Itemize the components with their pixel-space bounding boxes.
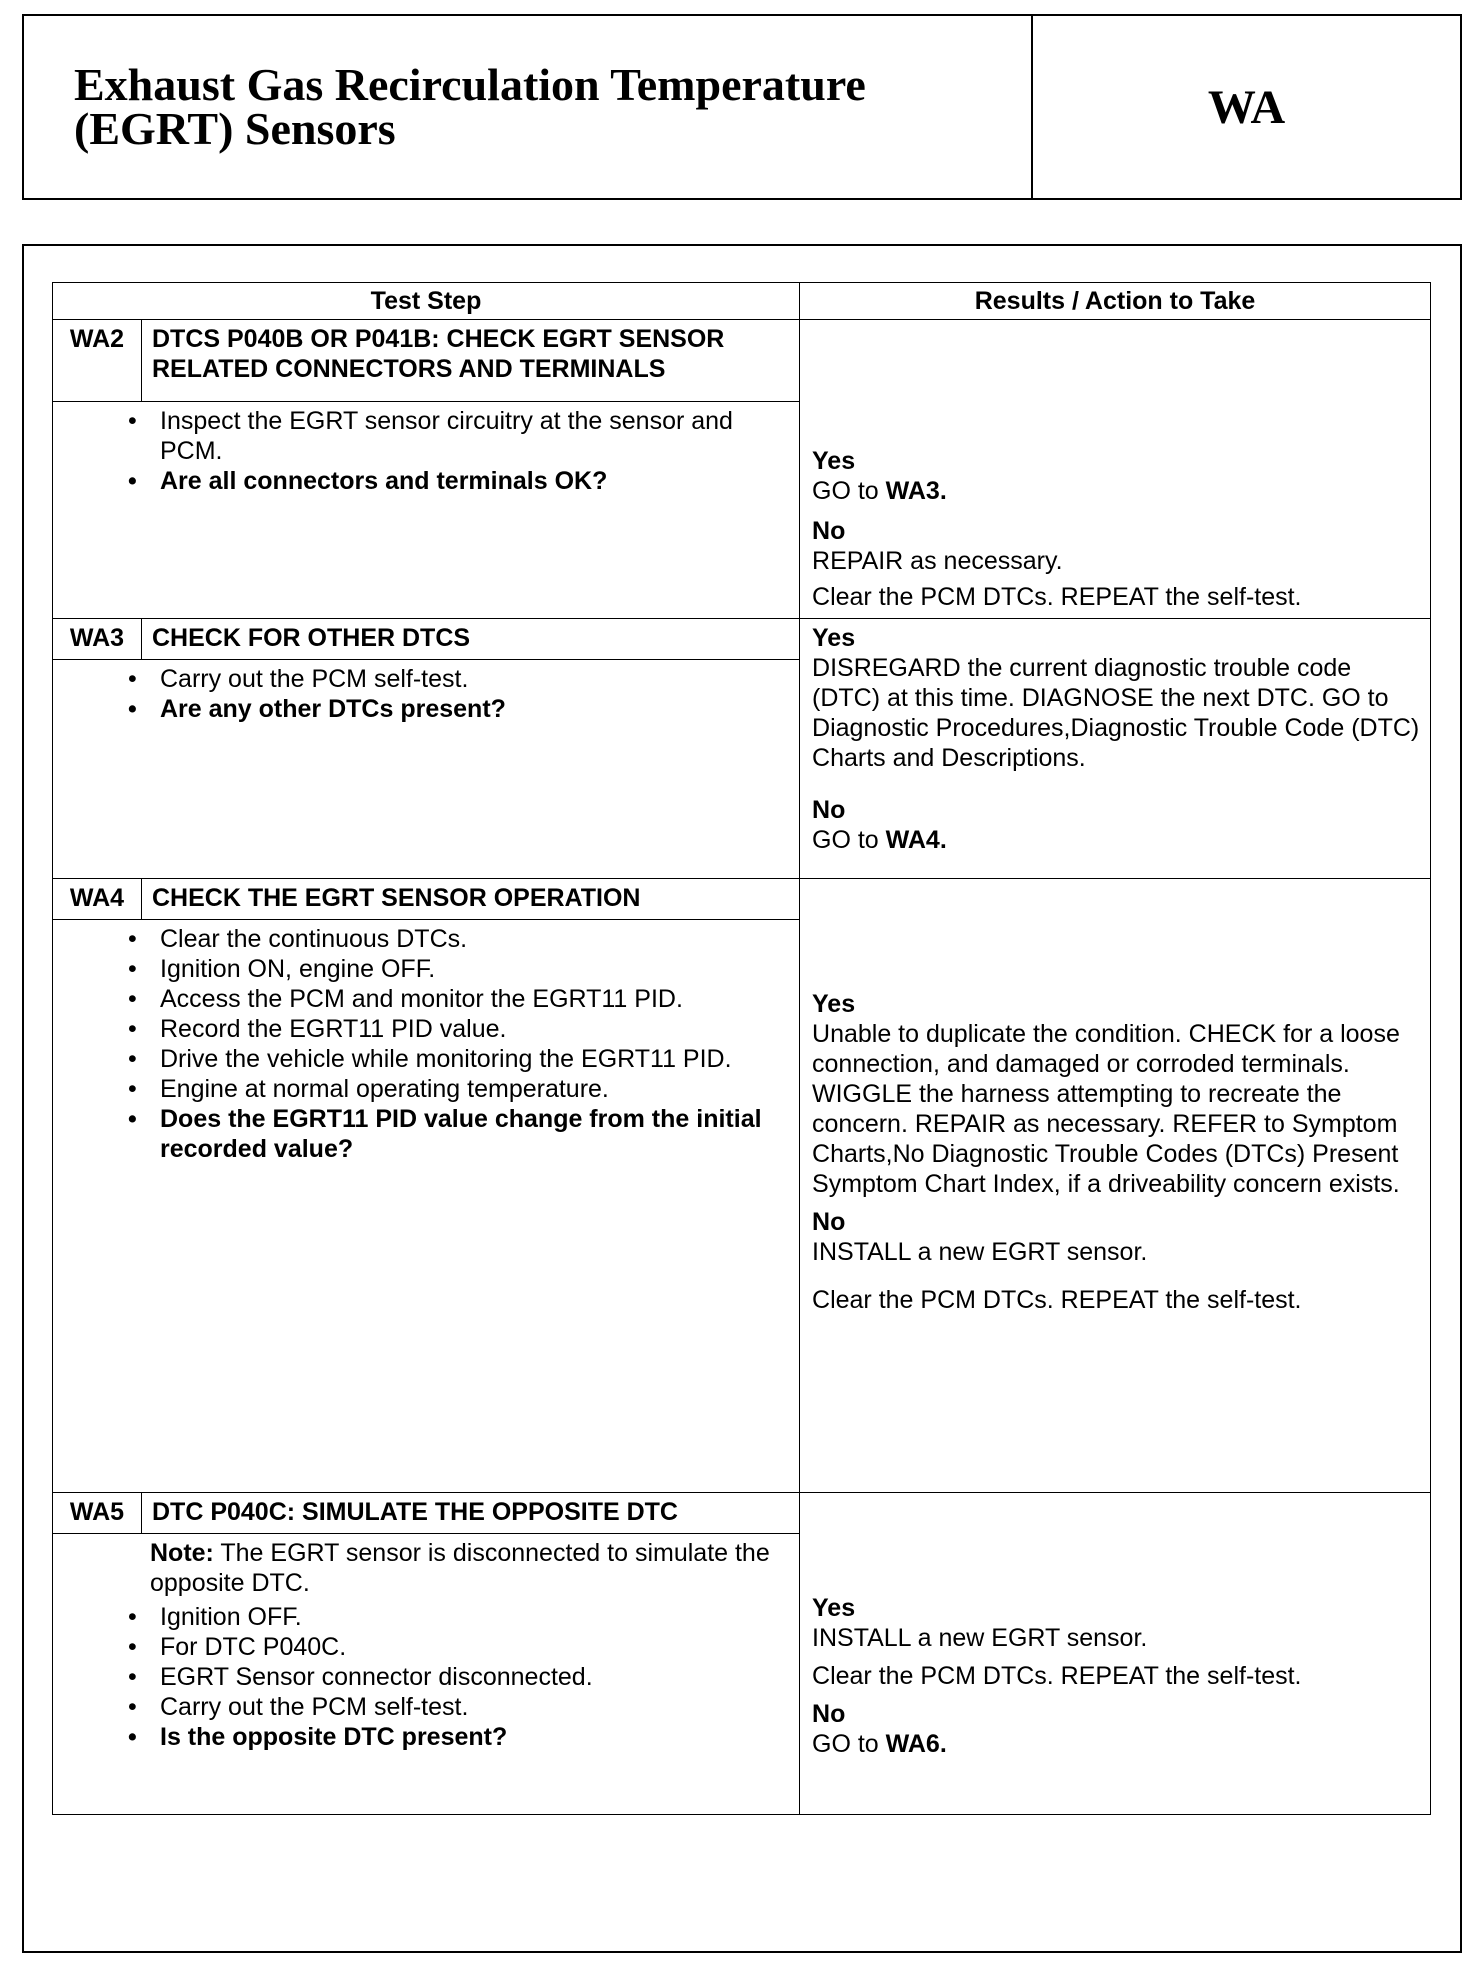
step-wa3-title-row <box>53 619 1431 660</box>
section-code: WA <box>1207 80 1286 134</box>
no-action: REPAIR as necessary. <box>812 547 1063 575</box>
col-header-results: Results / Action to Take <box>800 283 1431 320</box>
bullet-item: • Ignition OFF. <box>118 1602 791 1632</box>
bullet-item: • For DTC P040C. <box>118 1632 791 1662</box>
step-wa4-title-row <box>53 879 1431 920</box>
bullet-item: • Inspect the EGRT sensor circuitry at the sensor and PCM. <box>118 406 791 466</box>
step-id: WA4 <box>53 879 142 920</box>
no-action: INSTALL a new EGRT sensor. <box>812 1238 1148 1266</box>
test-step-table <box>52 282 1431 1815</box>
no-label: No <box>812 1208 846 1236</box>
title-panel <box>24 16 1033 198</box>
step-title: CHECK THE EGRT SENSOR OPERATION <box>142 879 800 920</box>
yes-action: INSTALL a new EGRT sensor. <box>812 1624 1148 1652</box>
yes-reference: WA3. <box>885 477 947 505</box>
note-label: Note: <box>150 1539 214 1567</box>
step-id: WA3 <box>53 619 142 660</box>
bullet-item: • Ignition ON, engine OFF. <box>118 954 791 984</box>
yes-action: DISREGARD the current diagnostic trouble code (DTC) at this time. DIAGNOSE the next DTC. GO to Diagnostic Procedures,Diagnostic Trouble Code (DTC) Charts and Descriptions. <box>812 654 1420 772</box>
bullet-item: • Clear the continuous DTCs. <box>118 924 791 954</box>
yes-action: Unable to duplicate the condition. CHECK for a loose connection, and damaged or corroded terminals. WIGGLE the harness attempting to recreate the concern. REPAIR as necessary. REFER to Symptom Charts,No Diagnostic Trouble Codes (DTCs) Present Symptom Chart Index, if a driveability concern exists. <box>812 1020 1400 1198</box>
step-wa4-results <box>800 879 1431 1493</box>
bullet-item: • Are any other DTCs present? <box>118 694 791 724</box>
no-action: GO to <box>812 826 886 854</box>
no-label: No <box>812 1700 846 1728</box>
bullet-item: • Is the opposite DTC present? <box>118 1722 791 1752</box>
step-wa2-title-row <box>53 320 1431 402</box>
bullet-item: • Access the PCM and monitor the EGRT11 PID. <box>118 984 791 1014</box>
bullet-item: • EGRT Sensor connector disconnected. <box>118 1662 791 1692</box>
yes-label: Yes <box>812 990 856 1018</box>
no-extra-action: Clear the PCM DTCs. REPEAT the self-test. <box>812 1286 1302 1314</box>
step-id: WA2 <box>53 320 142 402</box>
no-label: No <box>812 517 846 545</box>
yes-label: Yes <box>812 447 856 475</box>
bullet-item: • Does the EGRT11 PID value change from the initial recorded value? <box>118 1104 791 1164</box>
no-reference: WA4. <box>885 826 947 854</box>
title-box <box>22 14 1462 200</box>
yes-label: Yes <box>812 1594 856 1622</box>
bullet-item: • Record the EGRT11 PID value. <box>118 1014 791 1044</box>
step-title: DTCS P040B OR P041B: CHECK EGRT SENSOR RELATED CONNECTORS AND TERMINALS <box>142 320 800 402</box>
step-wa3-results <box>800 619 1431 879</box>
step-title: DTC P040C: SIMULATE THE OPPOSITE DTC <box>142 1493 800 1534</box>
bullet-item: • Carry out the PCM self-test. <box>118 1692 791 1722</box>
bullet-item: • Carry out the PCM self-test. <box>118 664 791 694</box>
col-header-test-step: Test Step <box>53 283 800 320</box>
bullet-item: • Drive the vehicle while monitoring the EGRT11 PID. <box>118 1044 791 1074</box>
page-title: Exhaust Gas Recirculation Temperature (EGRT) Sensors <box>74 59 866 154</box>
no-extra-action: Clear the PCM DTCs. REPEAT the self-test. <box>812 583 1302 611</box>
bullet-item: • Are all connectors and terminals OK? <box>118 466 791 496</box>
step-title: CHECK FOR OTHER DTCS <box>142 619 800 660</box>
step-note <box>150 1538 791 1598</box>
table-header-row <box>53 283 1431 320</box>
step-wa5-results <box>800 1493 1431 1815</box>
bullet-item: • Engine at normal operating temperature. <box>118 1074 791 1104</box>
note-text: The EGRT sensor is disconnected to simulate the opposite DTC. <box>150 1539 770 1597</box>
no-reference: WA6. <box>885 1730 947 1758</box>
no-action: GO to <box>812 1730 886 1758</box>
step-id: WA5 <box>53 1493 142 1534</box>
step-wa2-body <box>53 401 800 618</box>
yes-action: GO to <box>812 477 886 505</box>
yes-extra-action: Clear the PCM DTCs. REPEAT the self-test. <box>812 1662 1302 1690</box>
no-label: No <box>812 796 846 824</box>
step-wa4-body <box>53 920 800 1493</box>
step-wa5-title-row <box>53 1493 1431 1534</box>
yes-label: Yes <box>812 624 856 652</box>
step-wa5-body <box>53 1534 800 1815</box>
step-wa2-results <box>800 320 1431 619</box>
step-wa3-body <box>53 660 800 879</box>
